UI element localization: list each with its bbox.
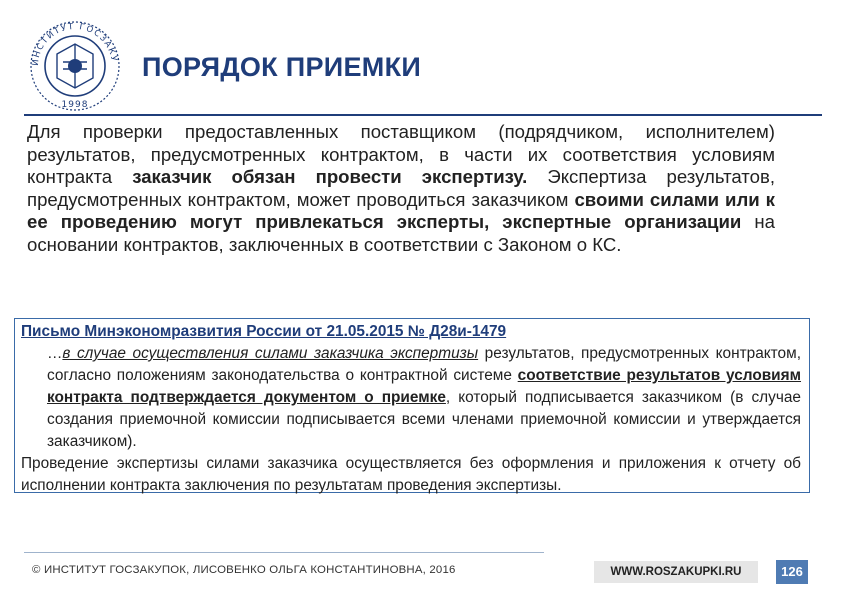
letter-text-1: результатов, предусмотренных контрактом, согласно положениям законодательства о контрактной системе bbox=[47, 345, 801, 384]
main-bold-1: заказчик обязан провести экспертизу. bbox=[132, 166, 528, 188]
institute-seal-icon bbox=[22, 14, 128, 114]
title-divider bbox=[24, 114, 822, 116]
logo-ring-text: ИНСТИТУТ ГОСЗАКУ bbox=[30, 21, 119, 67]
letter-title: Письмо Минэкономразвития России от 21.05.2015 № Д28и-1479 bbox=[21, 323, 507, 340]
logo-year: 1998 bbox=[61, 100, 89, 110]
main-paragraph bbox=[27, 121, 775, 257]
letter-quote-box bbox=[14, 318, 810, 493]
footer-website-link[interactable]: WWW.ROSZAKUPKI.RU bbox=[594, 561, 758, 583]
footer-copyright: © ИНСТИТУТ ГОСЗАКУПОК, ЛИСОВЕНКО ОЛЬГА КОНСТАНТИНОВНА, 2016 bbox=[32, 564, 456, 576]
page-title: ПОРЯДОК ПРИЕМКИ bbox=[142, 52, 422, 82]
main-bold-2: своими силами или к ее проведению могут привлекаться эксперты, экспертные организации bbox=[27, 188, 775, 233]
letter-paragraph-2: Проведение экспертизы силами заказчика осуществляется без оформления и приложения к отчету об исполнении контракта заключения по результатам проведения экспертизы. bbox=[21, 455, 801, 494]
main-text-3: на основании контрактов, заключенных в соответствии с Законом о КС. bbox=[27, 211, 775, 255]
letter-text-2: , который подписывается заказчиком (в случае создания приемочной комиссии подписывается всеми членами приемочной комиссии и утверждается заказчиком). bbox=[47, 389, 801, 450]
footer-divider bbox=[24, 552, 544, 553]
page-number-badge: 126 bbox=[776, 560, 808, 584]
institute-logo bbox=[22, 14, 128, 114]
main-text-2: Экспертиза результатов, предусмотренных контрактом, может проводиться заказчиком bbox=[27, 166, 775, 210]
letter-lead: … bbox=[47, 345, 63, 362]
letter-underlined-phrase: в случае осуществления силами заказчика экспертизы bbox=[62, 345, 479, 362]
letter-bold-underlined-phrase: соответствие результатов условиям контракта подтверждается документом о приемке bbox=[47, 367, 802, 406]
letter-paragraph-1 bbox=[21, 343, 801, 453]
main-text-1: Для проверки предоставленных поставщиком (подрядчиком, исполнителем) результатов, предусмотренных контрактом, в части их соответствия условиям контракта bbox=[27, 121, 775, 188]
